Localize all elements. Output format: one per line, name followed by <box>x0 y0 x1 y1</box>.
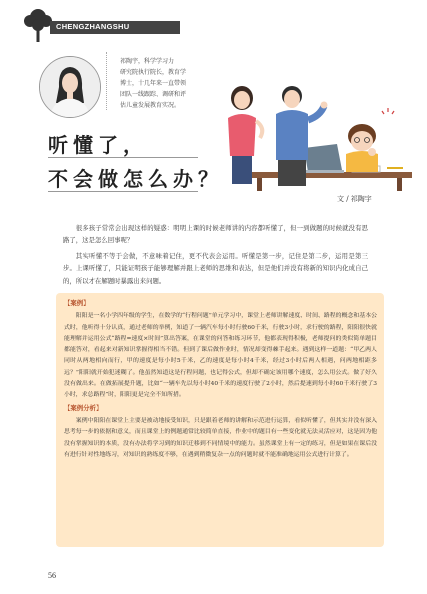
bio-line: 团队一线跟踪、调研和评 <box>120 91 187 98</box>
bio-line: 估儿童发展教育实况。 <box>120 102 181 109</box>
parent-child-illustration <box>212 76 422 191</box>
case-study-content <box>64 298 377 461</box>
bio-line: 博士，十几年来一直带领 <box>120 80 187 87</box>
page-number: 56 <box>48 571 56 580</box>
case-paragraph: 阳阳是一名小学四年级的学生，在数学的“行程问题”单元学习中，课堂上老师讲解速度、时间、路程的概念和基本公式时，他听得十分认真，通过老师的举例，知道了一辆汽车每小时行驶60千米，行驶3小时，求行驶的路程，阳阳很快就能理解并运用公式“路程=速度×时间”算出答案，在课堂的问答和练习环节，他都表现得积极，老师提问的类似简单题目都能答对，看起来对新知识掌握得相当不错。但到了课后做作业时，情况却变得棘手起来。遇到这样一道题：“甲乙两人同时从两地相向而行，甲的速度是每小时5千米，乙的速度是每小时4千米，经过3小时后两人相遇，问两地相距多远？”阳阳就开始犯迷糊了。他虽然知道这是行程问题，也记得公式，但却不确定该用哪个速度，怎么用公式。做了好久没有做出来。在做拓展提升题，比如“一辆车先以每小时40千米的速度行驶了2小时，然后提速到每小时60千米行驶了3小时，求总路程”时，阳阳更是完全不知所措。 <box>64 313 377 399</box>
analysis-heading-label: 案例分析 <box>70 403 96 412</box>
intro-paragraph: 其实听懂不等于会做，不意味着记住，更不代表会运用。听懂是第一步，记住是第二步，运用是第三步。上课听懂了，只能证明孩子能够理解并跟上老师的思维和表达，但是他们并没有将新的知识内化成自己的，所以才在解题时暴露出来问题。 <box>63 251 368 285</box>
case-heading: 【案例】 <box>64 299 90 307</box>
article-title-line-1: 听懂了， <box>48 133 148 157</box>
bio-line: 祁陶宇，科学学习力 <box>120 58 175 65</box>
article-title-line-2: 不会做怎么办？ <box>48 167 223 191</box>
article-intro <box>63 222 368 290</box>
author-portrait <box>39 56 101 118</box>
column-name: CHENGZHANGSHU <box>56 22 130 31</box>
bio-line: 研究院执行院长，教育学 <box>120 69 187 76</box>
analysis-paragraph: 案例中阳阳在课堂上主要是被动地接受知识，只是跟着老师的讲解和示范进行运算，看似听懂了，但其实并没有深入思考每一步的依据和意义，而且课堂上的例题通常比较简单直接，作业中的题目有一些变化就无法灵活应对，这是因为他没有掌握知识的本质，没有办法将学习到的知识迁移到不同情境中的能力。虽然课堂上有一定的练习，但是如果在课后没有进行针对性地练习，对知识的熟练度不够，在遇到稍微复杂一点的问题时就不能准确地运用公式进行计算了。 <box>64 417 377 458</box>
case-heading-label: 案例 <box>70 299 84 307</box>
analysis-heading: 【案例分析】 <box>64 403 103 412</box>
author-photo-icon <box>40 57 100 117</box>
intro-paragraph: 很多孩子常常会出现这样的疑惑：明明上课的时候老师讲的内容都听懂了，但一到做题的时候就没有思路了，这是怎么回事呢？ <box>63 224 368 245</box>
article-byline: 文 / 祁陶宇 <box>337 195 372 203</box>
title-underline <box>48 157 198 158</box>
title-underline <box>48 191 198 192</box>
